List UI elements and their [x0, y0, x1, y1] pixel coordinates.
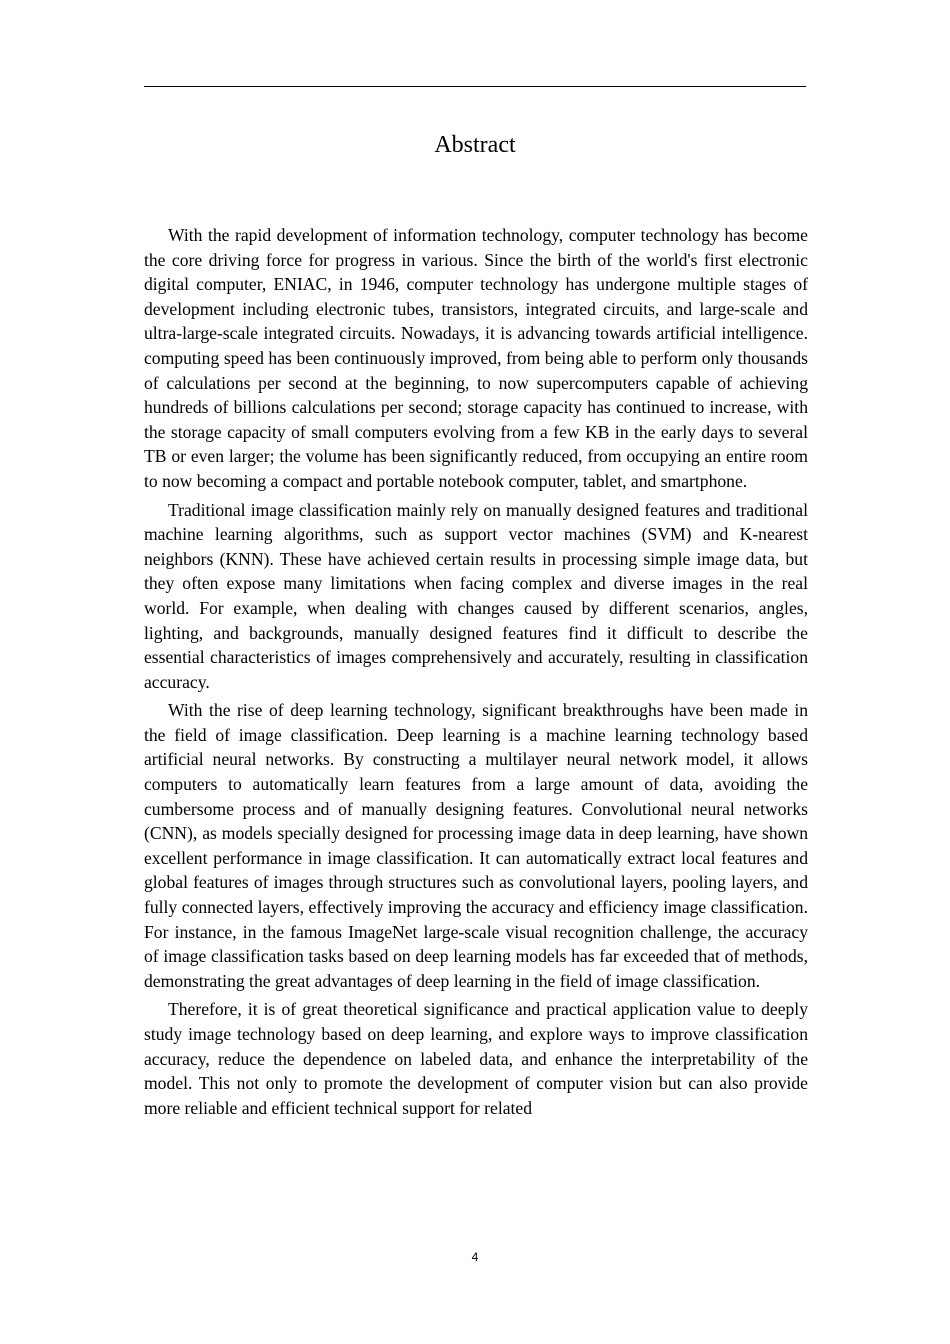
page-title: Abstract	[434, 132, 516, 158]
header-rule	[144, 86, 806, 87]
page-number: 4	[471, 1250, 479, 1264]
paragraph-4: Therefore, it is of great theoretical significance and practical application value to deeply study image technology based on deep learning, and explore ways to improve classification accuracy, reduce the dependence on labeled data, and enhance the interpretability of the model. This not only to promote the development of computer vision but can also provide more reliable and efficient technical support for related	[144, 999, 808, 1118]
paragraph-1: With the rapid development of information technology, computer technology has become the core driving force for progress in various. Since the birth of the world's first electronic digital computer, ENIAC, in 1946, computer technology has undergone multiple stages of development including electronic tubes, transistors, integrated circuits, and large-scale and ultra-large-scale integrated circuits. Nowadays, it is advancing towards artificial intelligence. computing speed has been continuously improved, from being able to perform only thousands of calculations per second at the beginning, to now supercomputers capable of achieving hundreds of billions calculations per second; storage capacity has continued to increase, with the storage capacity of small computers evolving from a few KB in the early days to several TB or even larger; the volume has been significantly reduced, from occupying an entire room to now becoming a compact and portable notebook computer, tablet, and smartphone.	[144, 225, 808, 491]
paragraph-3: With the rise of deep learning technology, significant breakthroughs have been made in the field of image classification. Deep learning is a machine learning technology based artificial neural networks. By constructing a multilayer neural network model, it allows computers to automatically learn features from a large amount of data, avoiding the cumbersome process and of manually designing features. Convolutional neural networks (CNN), as models specially designed for processing image data in deep learning, have shown excellent performance in image classification. It can automatically extract local features and global features of images through structures such as convolutional layers, pooling layers, and fully connected layers, effectively improving the accuracy and efficiency image classification. For instance, in the famous ImageNet large-scale visual recognition challenge, the accuracy of image classification tasks based on deep learning models has far exceeded that of methods, demonstrating the great advantages of deep learning in the field of image classification.	[144, 700, 808, 991]
paragraph-2: Traditional image classification mainly rely on manually designed features and traditional machine learning algorithms, such as support vector machines (SVM) and K-nearest neighbors (KNN). These have achieved certain results in processing simple image data, but they often expose many limitations when facing complex and diverse images in the real world. For example, when dealing with changes caused by different scenarios, angles, lighting, and backgrounds, manually designed features find it difficult to describe the essential characteristics of images comprehensively and accurately, resulting in classification accuracy.	[144, 499, 808, 692]
abstract-body	[144, 223, 808, 1124]
